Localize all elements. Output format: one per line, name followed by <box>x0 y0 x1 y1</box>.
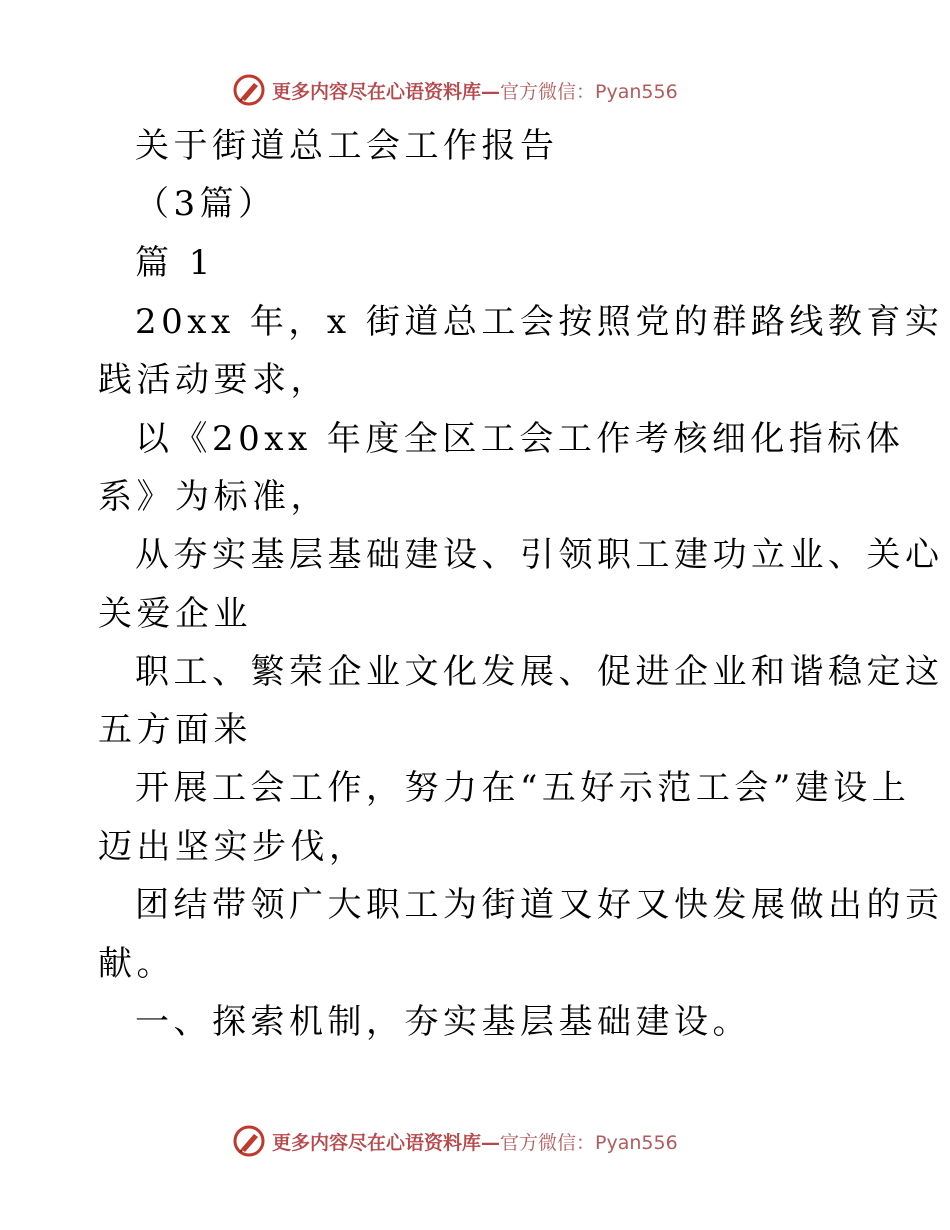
header-banner[interactable] <box>232 70 678 110</box>
paragraph-line: 献。 <box>98 944 175 984</box>
pen-nib-icon <box>232 1124 266 1158</box>
paragraph-line: 职工、繁荣企业文化发展、促进企业和谐稳定这 <box>135 652 944 692</box>
paragraph-line: 五方面来 <box>98 710 252 750</box>
banner-wechat-text: 官方微信：Pyan556 <box>500 1131 678 1154</box>
paragraph-line: 开展工会工作，努力在“五好示范工会”建设上 <box>135 768 911 808</box>
pen-nib-icon <box>232 73 266 107</box>
paragraph-line: 从夯实基层基础建设、引领职工建功立业、关心 <box>135 535 944 575</box>
document-subtitle: （3篇） <box>135 184 277 224</box>
paragraph-line: 践活动要求， <box>98 360 329 400</box>
banner-prefix-text: 更多内容尽在心语资料库— <box>272 80 501 103</box>
paragraph-line: 以《20xx 年度全区工会工作考核细化指标体 <box>135 419 905 459</box>
paragraph-line: 迈出坚实步伐， <box>98 827 368 867</box>
footer-banner[interactable] <box>232 1121 678 1161</box>
paragraph-line: 一、探索机制，夯实基层基础建设。 <box>135 1002 751 1042</box>
paragraph-line: 20xx 年，x 街道总工会按照党的群路线教育实 <box>135 302 944 342</box>
paragraph-line: 系》为标准， <box>98 477 329 517</box>
banner-prefix-text: 更多内容尽在心语资料库— <box>272 1131 501 1154</box>
document-title: 关于街道总工会工作报告 <box>135 126 559 166</box>
banner-wechat-text: 官方微信：Pyan556 <box>500 80 678 103</box>
section-heading: 篇 1 <box>135 243 215 283</box>
paragraph-line: 关爱企业 <box>98 594 252 634</box>
paragraph-line: 团结带领广大职工为街道又好又快发展做出的贡 <box>135 885 944 925</box>
